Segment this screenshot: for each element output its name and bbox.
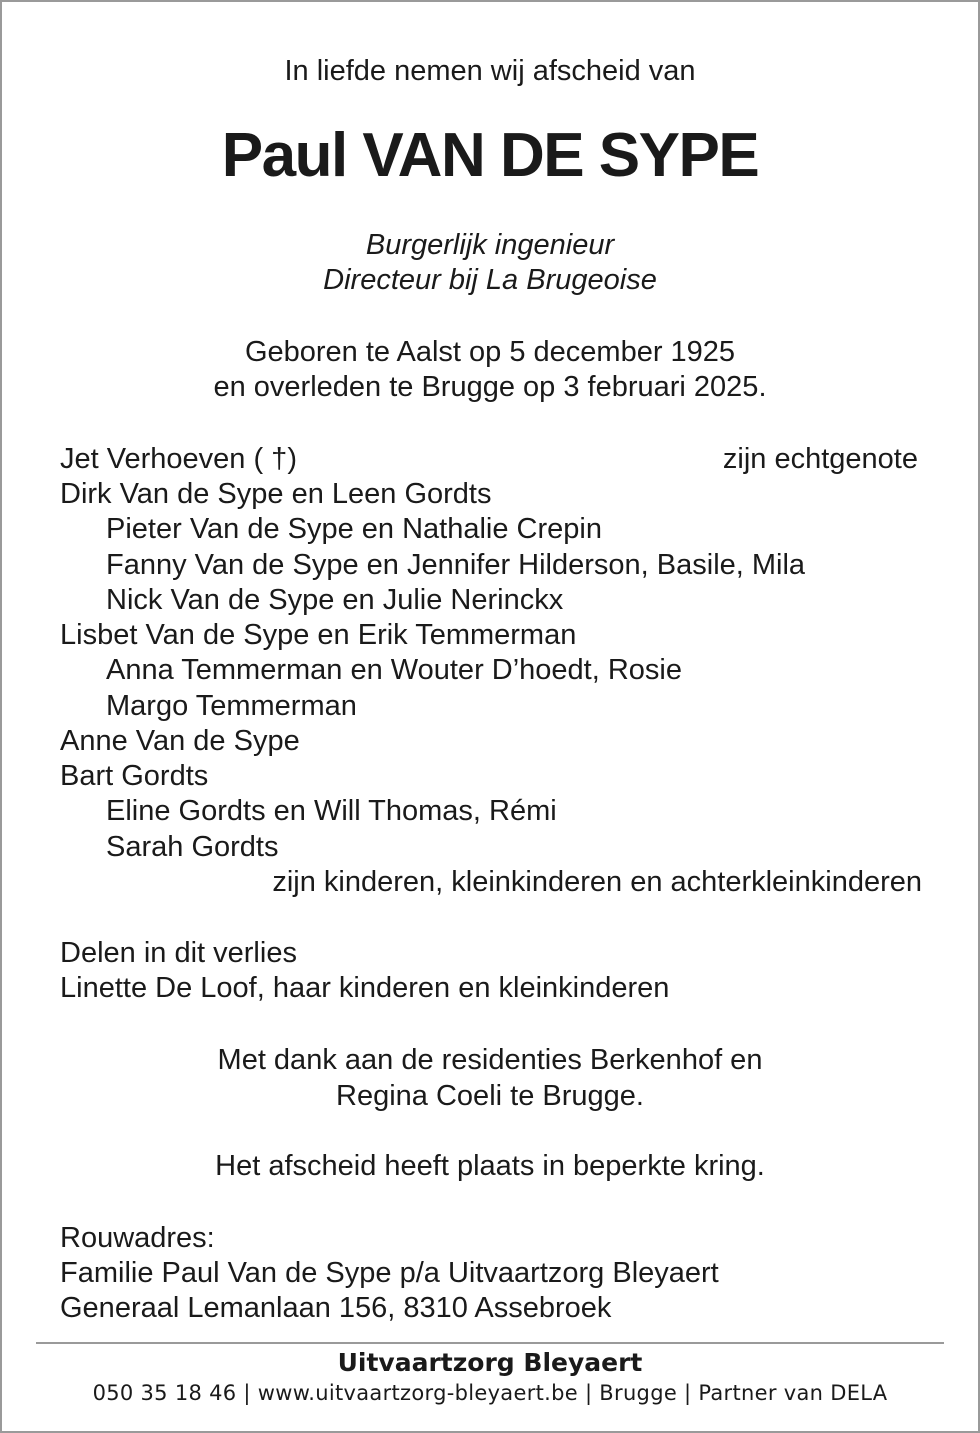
spouse-name: Jet Verhoeven ( †) [60,443,297,475]
family-line: Nick Van de Sype en Julie Nerinckx [106,584,564,616]
family-line: Pieter Van de Sype en Nathalie Crepin [106,513,602,545]
profession-line: Burgerlijk ingenieur [365,229,615,261]
address-label: Rouwadres: [60,1222,215,1254]
family-line: Bart Gordts [60,760,209,792]
spouse-role: zijn echtgenote [722,443,918,475]
funeral-home-name: Uitvaartzorg Bleyaert [337,1348,643,1377]
thanks-line: Regina Coeli te Brugge. [336,1080,644,1112]
funeral-home-contact: 050 35 18 46 | www.uitvaartzorg-bleyaert.be | Brugge | Partner van DELA [92,1381,888,1405]
children-role: zijn kinderen, kleinkinderen en achterkleinkinderen [272,866,922,898]
family-line: Margo Temmerman [106,690,357,722]
share-line: Linette De Loof, haar kinderen en kleinkinderen [60,972,670,1004]
family-line: Anna Temmerman en Wouter D’hoedt, Rosie [106,654,682,686]
intro-text: In liefde nemen wij afscheid van [284,55,696,87]
death-line: en overleden te Brugge op 3 februari 2025. [213,371,767,403]
address-line: Familie Paul Van de Sype p/a Uitvaartzorg Bleyaert [60,1257,719,1289]
footer-divider [36,1342,944,1344]
family-line: Fanny Van de Sype en Jennifer Hilderson, Basile, Mila [106,549,806,581]
family-line: Sarah Gordts [106,831,279,863]
deceased-name: Paul VAN DE SYPE [221,121,759,190]
position-line: Directeur bij La Brugeoise [323,264,657,296]
thanks-line: Met dank aan de residenties Berkenhof en [217,1044,763,1076]
family-line: Anne Van de Sype [60,725,300,757]
farewell-line: Het afscheid heeft plaats in beperkte kring. [215,1150,765,1182]
family-line: Dirk Van de Sype en Leen Gordts [60,478,492,510]
address-line: Generaal Lemanlaan 156, 8310 Assebroek [60,1292,612,1324]
family-line: Eline Gordts en Will Thomas, Rémi [106,795,557,827]
family-line: Lisbet Van de Sype en Erik Temmerman [60,619,577,651]
share-heading: Delen in dit verlies [60,937,297,969]
birth-line: Geboren te Aalst op 5 december 1925 [244,336,736,368]
